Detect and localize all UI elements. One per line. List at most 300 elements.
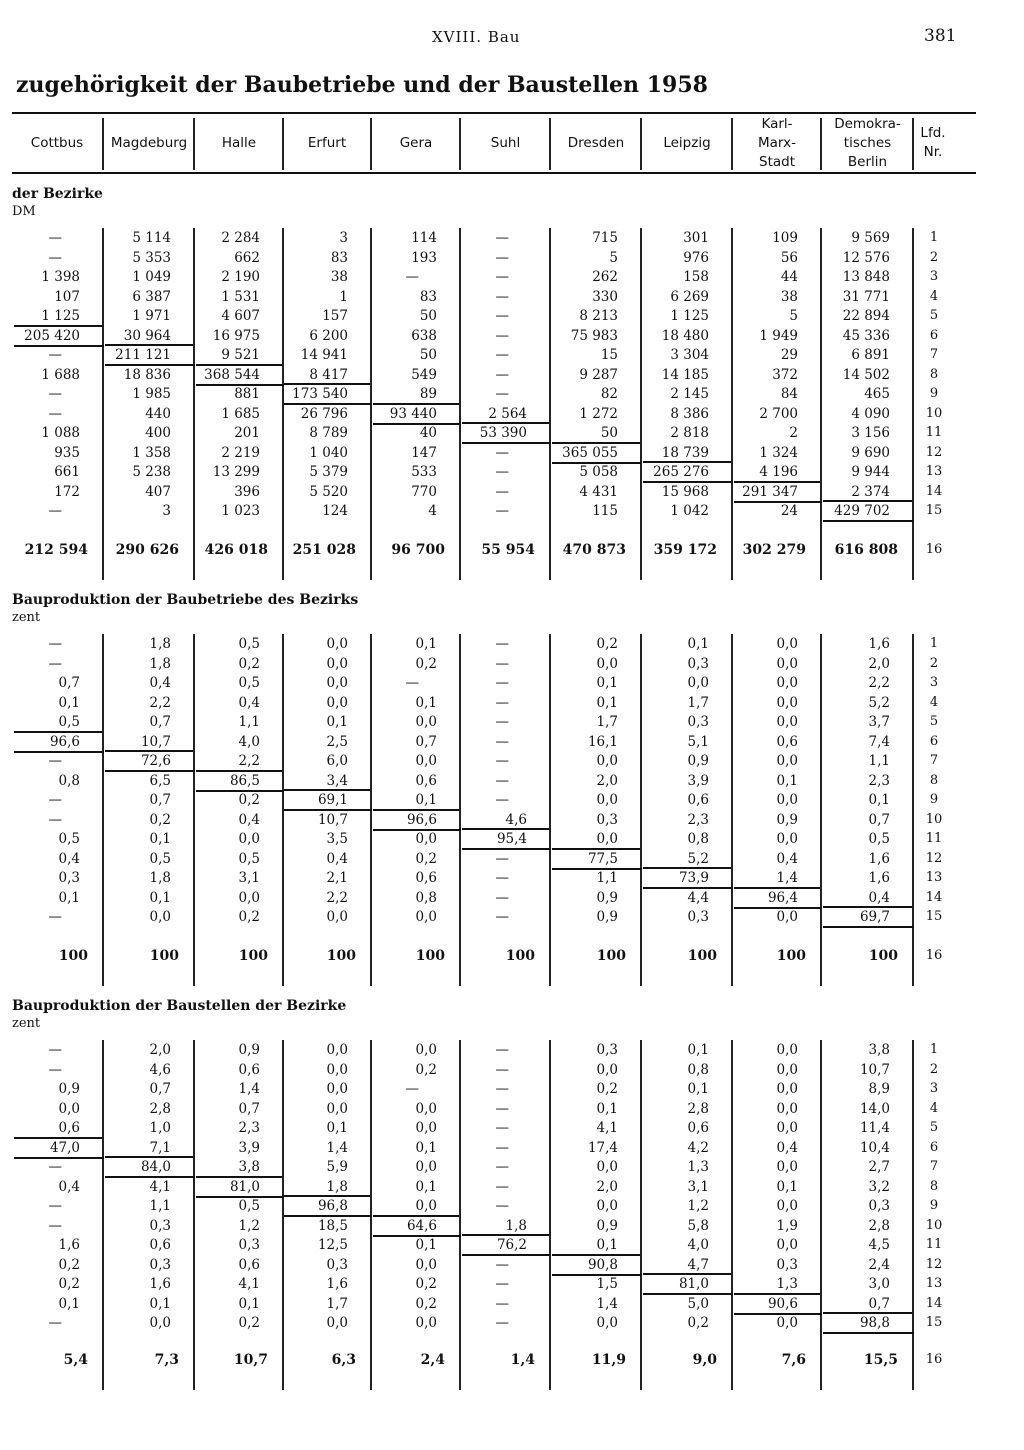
table-cell: 0,9 bbox=[596, 1217, 618, 1234]
table-cell: 9 569 bbox=[851, 230, 890, 246]
section-heading bbox=[12, 186, 103, 219]
table-cell: 0,2 bbox=[415, 1061, 437, 1078]
table-cell: 0,3 bbox=[326, 1256, 348, 1273]
table-cell: — bbox=[495, 444, 509, 461]
table-cell: 0,0 bbox=[776, 636, 798, 652]
table-cell: — bbox=[495, 675, 509, 691]
table-cell: 1,3 bbox=[687, 1159, 709, 1175]
table-cell: 69,1 bbox=[317, 792, 348, 808]
diagonal-highlight-top bbox=[196, 364, 282, 366]
table-cell: 16,1 bbox=[587, 733, 618, 750]
table-cell: 976 bbox=[683, 249, 709, 266]
column-divider bbox=[820, 634, 822, 986]
table-cell: 0,0 bbox=[415, 714, 437, 730]
table-cell: 0,2 bbox=[415, 850, 437, 867]
table-cell: 0,4 bbox=[868, 889, 890, 906]
table-cell: 0,6 bbox=[58, 1120, 80, 1136]
table-cell: 1 023 bbox=[221, 503, 260, 519]
table-cell: — bbox=[405, 269, 419, 285]
table-cell: 0,2 bbox=[238, 1315, 260, 1331]
table-cell: 0,4 bbox=[149, 675, 171, 691]
diagonal-highlight-top bbox=[373, 403, 459, 405]
table-cell: 0,9 bbox=[58, 1081, 80, 1097]
table-cell: 3 bbox=[162, 503, 171, 519]
table-cell: 0,0 bbox=[415, 1042, 437, 1058]
table-cell: 50 bbox=[600, 425, 618, 441]
table-cell: 73,9 bbox=[678, 870, 709, 886]
table-cell: — bbox=[495, 327, 509, 344]
row-number: 7 bbox=[929, 347, 939, 362]
table-cell: 107 bbox=[54, 288, 80, 305]
diagonal-highlight-top bbox=[462, 422, 549, 424]
column-header-halle: Halle bbox=[221, 134, 257, 151]
diagonal-highlight-top bbox=[284, 789, 370, 791]
table-cell: 1 042 bbox=[670, 503, 709, 519]
table-cell: 0,1 bbox=[58, 694, 80, 711]
table-cell: 301 bbox=[683, 230, 709, 246]
table-cell: — bbox=[495, 249, 509, 266]
table-cell: 173 540 bbox=[292, 386, 348, 402]
column-divider bbox=[640, 228, 642, 580]
table-cell: 1,3 bbox=[776, 1276, 798, 1292]
table-cell: 0,2 bbox=[596, 1081, 618, 1097]
table-cell: — bbox=[48, 792, 62, 808]
table-cell: 881 bbox=[234, 386, 260, 402]
table-cell: 0,0 bbox=[415, 1315, 437, 1331]
table-cell: 1,8 bbox=[505, 1217, 527, 1234]
table-cell: 3,8 bbox=[238, 1159, 260, 1175]
table-cell: 147 bbox=[411, 444, 437, 461]
table-cell: 0,0 bbox=[776, 1042, 798, 1058]
table-cell: 2,0 bbox=[868, 655, 890, 672]
diagonal-highlight-top bbox=[373, 809, 459, 811]
total-cell: 302 279 bbox=[742, 542, 806, 558]
column-divider bbox=[459, 228, 461, 580]
table-cell: 0,1 bbox=[776, 1178, 798, 1195]
diagonal-highlight-top bbox=[823, 906, 912, 908]
table-cell: 1,1 bbox=[238, 714, 260, 730]
table-cell: 9 287 bbox=[579, 366, 618, 383]
table-cell: 396 bbox=[234, 483, 260, 500]
table-cell: 18,5 bbox=[317, 1217, 348, 1234]
table-cell: 1,7 bbox=[687, 694, 709, 711]
table-cell: 5,1 bbox=[687, 733, 709, 750]
table-cell: 45 336 bbox=[842, 327, 890, 344]
table-cell: 2 564 bbox=[488, 405, 527, 422]
table-cell: 17,4 bbox=[587, 1139, 618, 1156]
table-cell: — bbox=[405, 675, 419, 691]
table-cell: 0,0 bbox=[776, 792, 798, 808]
table-cell: 0,7 bbox=[149, 714, 171, 730]
table-cell: 5,8 bbox=[687, 1217, 709, 1234]
table-cell: 0,6 bbox=[687, 1120, 709, 1136]
column-divider bbox=[459, 634, 461, 986]
table-cell: — bbox=[495, 269, 509, 285]
row-number: 5 bbox=[929, 1120, 939, 1135]
table-cell: 22 894 bbox=[842, 308, 890, 324]
table-cell: — bbox=[495, 655, 509, 672]
table-cell: — bbox=[495, 1198, 509, 1214]
table-cell: — bbox=[48, 405, 62, 422]
table-cell: 1,6 bbox=[326, 1276, 348, 1292]
table-cell: 115 bbox=[592, 503, 618, 519]
table-cell: 193 bbox=[411, 249, 437, 266]
diagonal-highlight-top bbox=[14, 325, 102, 327]
table-cell: — bbox=[48, 1042, 62, 1058]
table-cell: 0,1 bbox=[149, 831, 171, 847]
table-cell: 1 531 bbox=[221, 288, 260, 305]
table-cell: 662 bbox=[234, 249, 260, 266]
table-cell: 10,4 bbox=[859, 1139, 890, 1156]
table-cell: — bbox=[495, 1295, 509, 1312]
header-divider bbox=[193, 118, 195, 170]
table-cell: 2 bbox=[789, 425, 798, 441]
row-number: 1 bbox=[929, 230, 939, 245]
table-cell: — bbox=[48, 503, 62, 519]
table-cell: — bbox=[495, 503, 509, 519]
total-cell: 5,4 bbox=[63, 1352, 88, 1368]
column-divider bbox=[459, 1040, 461, 1390]
table-cell: 0,0 bbox=[326, 1100, 348, 1117]
table-cell: 0,2 bbox=[596, 636, 618, 652]
table-cell: 0,6 bbox=[238, 1061, 260, 1078]
row-number: 12 bbox=[925, 850, 943, 866]
table-cell: 0,0 bbox=[776, 1159, 798, 1175]
table-cell: 0,2 bbox=[58, 1256, 80, 1273]
table-cell: 2,8 bbox=[149, 1100, 171, 1117]
table-cell: 0,0 bbox=[415, 831, 437, 847]
table-cell: 9 690 bbox=[851, 444, 890, 461]
table-cell: 96,8 bbox=[317, 1198, 348, 1214]
table-cell: 0,0 bbox=[596, 655, 618, 672]
table-cell: 0,3 bbox=[596, 811, 618, 828]
column-header-leipzig: Leipzig bbox=[663, 134, 711, 151]
row-number: 11 bbox=[925, 425, 943, 440]
column-header-dresden: Dresden bbox=[567, 134, 625, 151]
table-cell: 1 971 bbox=[132, 308, 171, 324]
table-cell: 4,5 bbox=[868, 1237, 890, 1253]
table-cell: 0,9 bbox=[596, 909, 618, 925]
table-cell: 0,3 bbox=[868, 1198, 890, 1214]
table-cell: 1,4 bbox=[596, 1295, 618, 1312]
table-cell: 0,7 bbox=[149, 792, 171, 808]
table-cell: 0,4 bbox=[776, 850, 798, 867]
table-cell: 124 bbox=[322, 503, 348, 519]
section-unit: DM bbox=[12, 204, 36, 219]
table-cell: 0,3 bbox=[596, 1042, 618, 1058]
table-cell: 0,0 bbox=[415, 909, 437, 925]
table-cell: 0,0 bbox=[415, 1120, 437, 1136]
table-cell: 2,2 bbox=[326, 889, 348, 906]
table-cell: 0,1 bbox=[415, 1237, 437, 1253]
table-cell: 1,6 bbox=[868, 870, 890, 886]
table-cell: 0,1 bbox=[596, 694, 618, 711]
table-cell: — bbox=[495, 1042, 509, 1058]
header-divider bbox=[549, 118, 551, 170]
row-number: 9 bbox=[929, 792, 939, 807]
table-cell: — bbox=[495, 870, 509, 886]
table-cell: 2 818 bbox=[670, 425, 709, 441]
table-cell: — bbox=[495, 1100, 509, 1117]
table-cell: 47,0 bbox=[49, 1139, 80, 1156]
table-cell: — bbox=[405, 1081, 419, 1097]
page-title: zugehörigkeit der Baubetriebe und der Baustellen 1958 bbox=[16, 72, 708, 98]
table-cell: 2 374 bbox=[851, 483, 890, 500]
diagonal-highlight-box bbox=[823, 520, 914, 522]
table-cell: 0,1 bbox=[687, 636, 709, 652]
table-cell: 4,6 bbox=[505, 811, 527, 828]
row-number: 12 bbox=[925, 1256, 943, 1272]
table-cell: 549 bbox=[411, 366, 437, 383]
table-cell: 2,3 bbox=[687, 811, 709, 828]
table-cell: 172 bbox=[54, 483, 80, 500]
table-cell: 2,7 bbox=[868, 1159, 890, 1175]
table-cell: 0,1 bbox=[415, 1139, 437, 1156]
row-number: 2 bbox=[929, 655, 939, 671]
table-cell: 0,6 bbox=[238, 1256, 260, 1273]
table-cell: 2 700 bbox=[759, 405, 798, 422]
table-cell: 82 bbox=[600, 386, 618, 402]
row-number: 8 bbox=[929, 772, 939, 788]
table-cell: 1,8 bbox=[149, 870, 171, 886]
table-cell: 0,8 bbox=[687, 1061, 709, 1078]
table-cell: 26 796 bbox=[300, 405, 348, 422]
column-divider bbox=[912, 1040, 914, 1390]
table-cell: 0,3 bbox=[687, 714, 709, 730]
table-cell: 4,6 bbox=[149, 1061, 171, 1078]
table-cell: 1 bbox=[339, 288, 348, 305]
table-cell: 1,4 bbox=[326, 1139, 348, 1156]
table-cell: 12 576 bbox=[842, 249, 890, 266]
total-cell: 96 700 bbox=[391, 542, 445, 558]
total-cell: 15,5 bbox=[863, 1352, 898, 1368]
table-cell: 1,5 bbox=[596, 1276, 618, 1292]
table-cell: — bbox=[48, 1217, 62, 1234]
table-cell: 0,8 bbox=[687, 831, 709, 847]
table-cell: 1,6 bbox=[868, 850, 890, 867]
total-cell: 616 808 bbox=[834, 542, 898, 558]
table-cell: 0,3 bbox=[687, 655, 709, 672]
table-cell: 2,2 bbox=[149, 694, 171, 711]
table-cell: 50 bbox=[419, 308, 437, 324]
table-cell: 205 420 bbox=[24, 327, 80, 344]
header-divider bbox=[820, 118, 822, 170]
total-cell: 55 954 bbox=[481, 542, 535, 558]
table-cell: 0,3 bbox=[149, 1256, 171, 1273]
row-number: 5 bbox=[929, 308, 939, 323]
table-cell: 3,1 bbox=[238, 870, 260, 886]
table-cell: 96,6 bbox=[49, 733, 80, 750]
table-cell: 1,2 bbox=[687, 1198, 709, 1214]
table-cell: 15 bbox=[600, 347, 618, 363]
table-cell: 5 bbox=[609, 249, 618, 266]
table-cell: 15 968 bbox=[661, 483, 709, 500]
table-cell: 1 088 bbox=[41, 425, 80, 441]
table-cell: 0,0 bbox=[326, 1061, 348, 1078]
header-divider bbox=[731, 118, 733, 170]
table-cell: 38 bbox=[780, 288, 798, 305]
table-cell: 18 480 bbox=[661, 327, 709, 344]
table-cell: 0,2 bbox=[415, 1276, 437, 1292]
table-cell: 0,1 bbox=[415, 694, 437, 711]
table-cell: 0,0 bbox=[326, 655, 348, 672]
row-number: 12 bbox=[925, 444, 943, 460]
table-cell: — bbox=[495, 792, 509, 808]
total-cell: 426 018 bbox=[204, 542, 268, 558]
table-cell: 0,6 bbox=[415, 870, 437, 886]
table-cell: 0,1 bbox=[596, 1100, 618, 1117]
diagonal-highlight-top bbox=[105, 344, 193, 346]
table-cell: 4,0 bbox=[238, 733, 260, 750]
table-cell: 81,0 bbox=[229, 1178, 260, 1195]
table-cell: 5,2 bbox=[868, 694, 890, 711]
table-cell: 0,1 bbox=[596, 1237, 618, 1253]
table-cell: 44 bbox=[780, 269, 798, 285]
section-unit: zent bbox=[12, 610, 41, 625]
table-cell: 0,0 bbox=[415, 1198, 437, 1214]
table-cell: 4,2 bbox=[687, 1139, 709, 1156]
row-number-total: 16 bbox=[925, 1352, 943, 1367]
table-cell: — bbox=[48, 347, 62, 363]
table-cell: 211 121 bbox=[115, 347, 171, 363]
table-cell: 2,4 bbox=[868, 1256, 890, 1273]
total-cell: 359 172 bbox=[653, 542, 717, 558]
row-number: 1 bbox=[929, 1042, 939, 1057]
table-cell: 0,0 bbox=[776, 1081, 798, 1097]
table-cell: 2,0 bbox=[596, 1178, 618, 1195]
page-number: 381 bbox=[924, 26, 957, 46]
row-number: 4 bbox=[929, 288, 939, 304]
running-header: XVIII. Bau bbox=[432, 28, 521, 46]
row-number: 5 bbox=[929, 714, 939, 729]
table-cell: 265 276 bbox=[653, 464, 709, 480]
total-cell: 100 bbox=[238, 948, 268, 964]
table-cell: — bbox=[48, 1061, 62, 1078]
table-cell: 201 bbox=[234, 425, 260, 441]
table-cell: — bbox=[48, 230, 62, 246]
row-number: 3 bbox=[929, 1081, 939, 1096]
table-cell: 1,1 bbox=[868, 753, 890, 769]
table-cell: 13 299 bbox=[212, 464, 260, 480]
row-number: 6 bbox=[929, 733, 939, 749]
table-cell: 0,0 bbox=[149, 1315, 171, 1331]
table-cell: — bbox=[495, 1120, 509, 1136]
total-cell: 290 626 bbox=[115, 542, 179, 558]
table-cell: 1,6 bbox=[868, 636, 890, 652]
table-cell: 0,1 bbox=[326, 1120, 348, 1136]
table-cell: 0,3 bbox=[149, 1217, 171, 1234]
row-number: 6 bbox=[929, 1139, 939, 1155]
table-cell: 5 114 bbox=[132, 230, 171, 246]
table-cell: 2,8 bbox=[687, 1100, 709, 1117]
table-cell: 1,1 bbox=[149, 1198, 171, 1214]
table-cell: 429 702 bbox=[834, 503, 890, 519]
table-cell: 0,0 bbox=[776, 1198, 798, 1214]
table-cell: 3,7 bbox=[868, 714, 890, 730]
table-cell: 407 bbox=[145, 483, 171, 500]
table-cell: — bbox=[495, 366, 509, 383]
table-cell: — bbox=[495, 1276, 509, 1292]
header-divider bbox=[102, 118, 104, 170]
table-cell: 0,0 bbox=[326, 1315, 348, 1331]
row-number: 14 bbox=[925, 483, 943, 499]
table-cell: 3 156 bbox=[851, 425, 890, 441]
table-cell: 1,4 bbox=[238, 1081, 260, 1097]
diagonal-highlight-top bbox=[196, 1176, 282, 1178]
total-cell: 100 bbox=[326, 948, 356, 964]
table-cell: 0,7 bbox=[238, 1100, 260, 1117]
diagonal-highlight-top bbox=[14, 1137, 102, 1139]
header-divider bbox=[459, 118, 461, 170]
table-cell: 8,9 bbox=[868, 1081, 890, 1097]
table-cell: 75 983 bbox=[570, 327, 618, 344]
header-bottom-rule bbox=[12, 172, 976, 174]
table-cell: 1,0 bbox=[149, 1120, 171, 1136]
total-cell: 7,3 bbox=[154, 1352, 179, 1368]
table-cell: 0,0 bbox=[596, 1315, 618, 1331]
table-cell: 0,1 bbox=[238, 1295, 260, 1312]
table-cell: 0,1 bbox=[415, 1178, 437, 1195]
total-cell: 100 bbox=[505, 948, 535, 964]
row-number: 10 bbox=[925, 405, 943, 421]
diagonal-highlight-top bbox=[196, 770, 282, 772]
table-cell: 56 bbox=[780, 249, 798, 266]
table-cell: — bbox=[495, 889, 509, 906]
table-cell: — bbox=[495, 288, 509, 305]
table-cell: 5 379 bbox=[309, 464, 348, 480]
table-cell: 0,6 bbox=[776, 733, 798, 750]
table-cell: 10,7 bbox=[140, 733, 171, 750]
table-cell: 8 213 bbox=[579, 308, 618, 324]
table-cell: 1,8 bbox=[326, 1178, 348, 1195]
table-cell: 0,4 bbox=[238, 811, 260, 828]
table-cell: — bbox=[495, 1081, 509, 1097]
table-cell: — bbox=[495, 464, 509, 480]
table-cell: 2 284 bbox=[221, 230, 260, 246]
section-title: Bauproduktion der Baustellen der Bezirke bbox=[12, 998, 347, 1014]
column-divider bbox=[193, 1040, 195, 1390]
table-cell: 1 985 bbox=[132, 386, 171, 402]
table-cell: 7,1 bbox=[149, 1139, 171, 1156]
table-cell: 0,5 bbox=[58, 831, 80, 847]
diagonal-highlight-top bbox=[643, 1273, 731, 1275]
table-cell: 0,0 bbox=[596, 1198, 618, 1214]
table-cell: 0,5 bbox=[868, 831, 890, 847]
table-cell: 5 238 bbox=[132, 464, 171, 480]
table-cell: 4 431 bbox=[579, 483, 618, 500]
diagonal-highlight-box bbox=[823, 1332, 914, 1334]
row-number: 10 bbox=[925, 811, 943, 827]
table-cell: 638 bbox=[411, 327, 437, 344]
table-cell: — bbox=[495, 733, 509, 750]
diagonal-highlight-top bbox=[734, 1293, 820, 1295]
table-cell: — bbox=[495, 1139, 509, 1156]
header-divider bbox=[912, 118, 914, 170]
table-cell: 0,0 bbox=[776, 714, 798, 730]
table-cell: 0,2 bbox=[415, 1295, 437, 1312]
table-cell: 6 269 bbox=[670, 288, 709, 305]
table-cell: 0,4 bbox=[326, 850, 348, 867]
table-cell: 1 040 bbox=[309, 444, 348, 461]
table-cell: 8 386 bbox=[670, 405, 709, 422]
column-divider bbox=[912, 634, 914, 986]
table-cell: 31 771 bbox=[842, 288, 890, 305]
table-cell: 661 bbox=[54, 464, 80, 480]
table-cell: 0,0 bbox=[415, 1256, 437, 1273]
table-cell: 114 bbox=[411, 230, 437, 246]
table-cell: 18 836 bbox=[123, 366, 171, 383]
diagonal-highlight-top bbox=[284, 383, 370, 385]
